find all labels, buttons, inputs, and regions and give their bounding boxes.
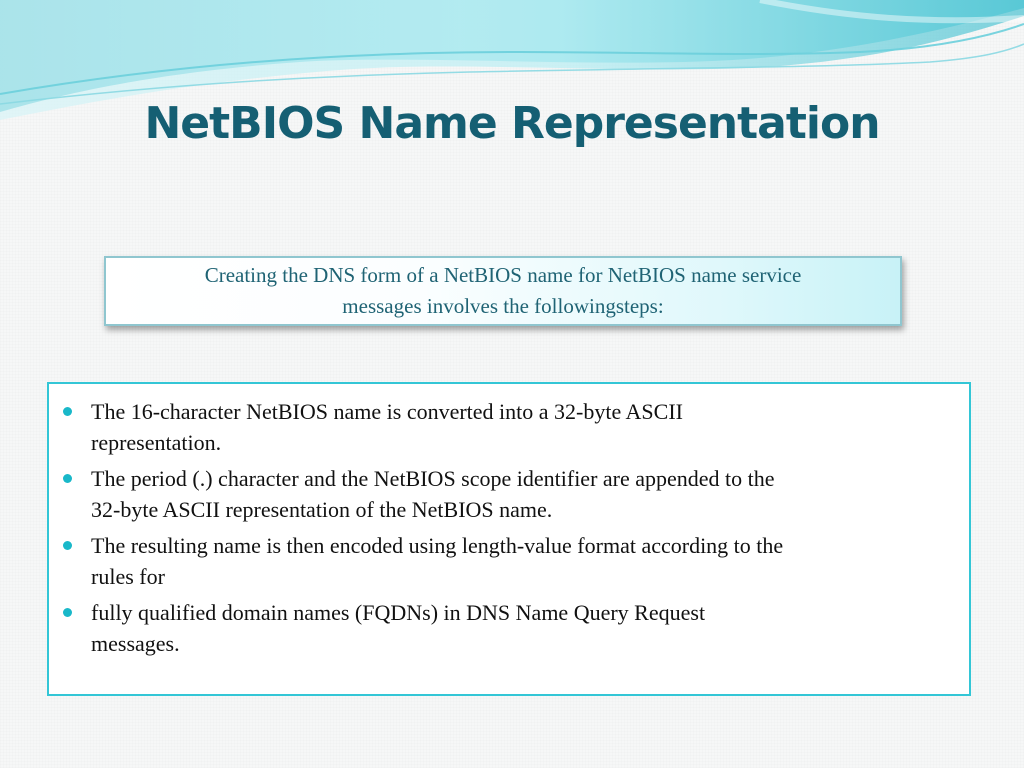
bullet-item-2 [63,463,959,525]
bullet-item-3 [63,530,959,592]
bullet-content-box [47,382,971,696]
intro-line-2: messages involves the followingsteps: [342,294,664,318]
bullet-icon [63,608,72,617]
bullet-icon [63,541,72,550]
bullet-item-4-line-1: fully qualified domain names (FQDNs) in DNS Name Query Request [91,600,706,625]
intro-callout [104,256,902,326]
bullet-icon [63,474,72,483]
bullet-icon [63,407,72,416]
bullet-item-2-line-1: The period (.) character and the NetBIOS scope identifier are appended to the [91,466,775,491]
bullet-item-1 [63,396,959,458]
bullet-item-4-line-2: messages. [91,631,180,656]
bullet-item-3-line-1: The resulting name is then encoded using length-value format according to the [91,533,784,558]
bullet-item-3-line-2: rules for [91,564,165,589]
bullet-item-1-line-1: The 16-character NetBIOS name is converted into a 32-byte ASCII [91,399,683,424]
intro-text [205,260,802,322]
bullet-item-1-line-2: representation. [91,430,222,455]
bullet-item-2-line-2: 32-byte ASCII representation of the NetBIOS name. [91,497,553,522]
slide-title: NetBIOS Name Representation [144,98,880,149]
intro-line-1: Creating the DNS form of a NetBIOS name for NetBIOS name service [204,263,802,287]
bullet-list [63,396,959,664]
bullet-item-4 [63,597,959,659]
